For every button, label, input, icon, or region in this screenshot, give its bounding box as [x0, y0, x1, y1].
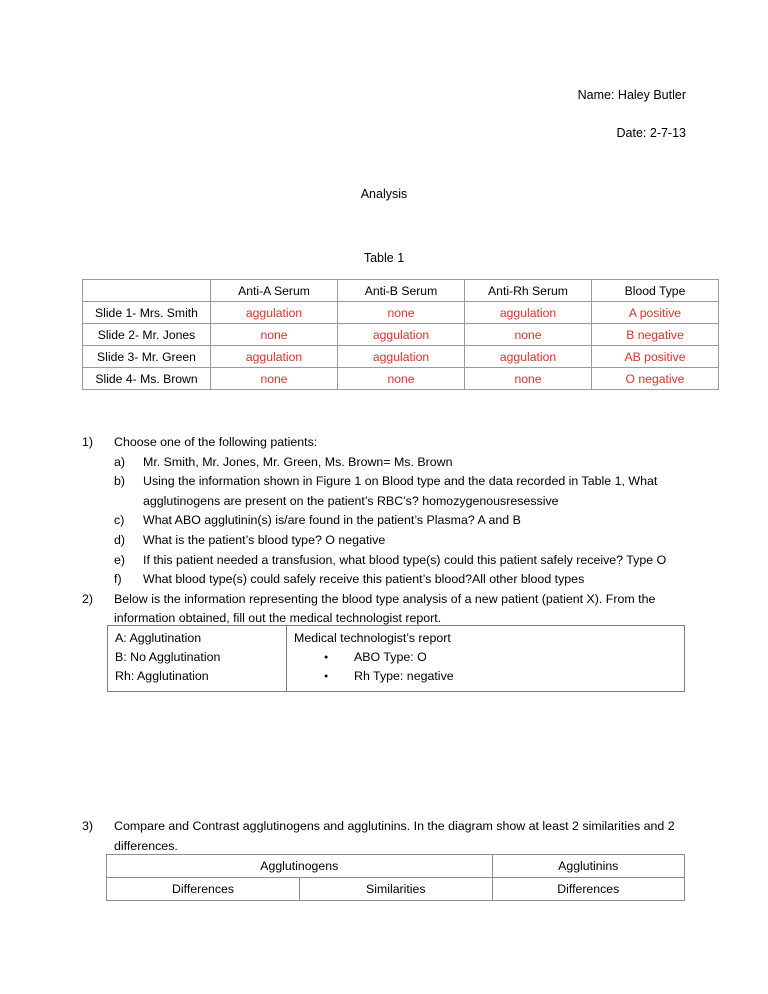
anti-a-result: none: [211, 368, 338, 390]
compare-cell-differences-left: Differences: [107, 878, 300, 901]
blood-type-results-table: [82, 279, 719, 390]
sub-item-e-marker: e): [114, 552, 126, 567]
table-row: [108, 626, 685, 692]
question-2: [82, 590, 686, 629]
anti-rh-result: none: [465, 324, 592, 346]
report-bullet-rh: ● Rh Type: negative: [324, 667, 678, 686]
blood-type-result: O negative: [592, 368, 719, 390]
anti-a-result: none: [211, 324, 338, 346]
table1-header-corner: [83, 280, 211, 302]
anti-b-result: aggulation: [338, 324, 465, 346]
table1-header-blood-type: Blood Type: [592, 280, 719, 302]
sub-item-d-text: What is the patient’s blood type? O negative: [143, 532, 386, 547]
table2-container: [107, 625, 685, 692]
sub-item-b-marker: b): [114, 474, 126, 489]
sub-item-f: [114, 570, 686, 590]
anti-rh-result: aggulation: [465, 302, 592, 324]
question-1-subitems: [114, 453, 686, 590]
student-name: Name: Haley Butler: [577, 88, 686, 102]
question-list: [82, 433, 686, 629]
anti-a-result: aggulation: [211, 346, 338, 368]
question-3-text: Compare and Contrast agglutinogens and agglutinins. In the diagram show at least 2 similarities and 2 differences.: [114, 819, 675, 853]
sub-item-c-marker: c): [114, 513, 125, 528]
table-header-row: [83, 280, 719, 302]
anti-a-result: aggulation: [211, 302, 338, 324]
question-3-marker: 3): [82, 819, 94, 833]
blood-type-result: B negative: [592, 324, 719, 346]
question-1-text: Choose one of the following patients:: [114, 435, 318, 449]
sub-item-b: [114, 472, 686, 511]
sub-item-c: [114, 511, 686, 531]
compare-cell-similarities: Similarities: [300, 878, 492, 901]
report-bullet-abo: ● ABO Type: O: [324, 648, 678, 667]
table-row: [107, 878, 685, 901]
anti-rh-result: none: [465, 368, 592, 390]
slide-label: Slide 1- Mrs. Smith: [83, 302, 211, 324]
sub-item-b-text: Using the information shown in Figure 1 on Blood type and the data recorded in Table 1, What agglutinogens are present on the patient’s RBC’s? homozygenousresessive: [143, 474, 658, 508]
table1-caption: Table 1: [363, 251, 405, 265]
slide-label: Slide 2- Mr. Jones: [83, 324, 211, 346]
table1-header-anti-b: Anti-B Serum: [338, 280, 465, 302]
question-2-marker: 2): [82, 591, 94, 606]
question-3: [82, 817, 686, 856]
blood-type-result: A positive: [592, 302, 719, 324]
report-bullet-list: [294, 648, 678, 686]
compare-cell-differences-right: Differences: [492, 878, 684, 901]
compare-header-agglutinins: Agglutinins: [492, 855, 684, 878]
table1-container: [82, 279, 685, 390]
slide-label: Slide 3- Mr. Green: [83, 346, 211, 368]
sub-item-c-text: What ABO agglutinin(s) is/are found in the patient’s Plasma? A and B: [143, 513, 521, 528]
sub-item-e-text: If this patient needed a transfusion, what blood type(s) could this patient safely receive? Type O: [143, 552, 667, 567]
sub-item-f-marker: f): [114, 572, 122, 587]
result-line-b: B: No Agglutination: [115, 649, 221, 664]
sub-item-f-text: What blood type(s) could safely receive this patient’s blood?All other blood types: [143, 572, 585, 587]
anti-rh-result: aggulation: [465, 346, 592, 368]
table1-header-anti-a: Anti-A Serum: [211, 280, 338, 302]
page-title: Analysis: [360, 187, 408, 201]
table-header-row: [107, 855, 685, 878]
blood-type-result: AB positive: [592, 346, 719, 368]
question-1-marker: 1): [82, 435, 94, 449]
table-row: [83, 302, 719, 324]
result-line-rh: Rh: Agglutination: [115, 668, 209, 683]
anti-b-result: none: [338, 302, 465, 324]
report-cell: [287, 626, 685, 692]
sub-item-a-text: Mr. Smith, Mr. Jones, Mr. Green, Ms. Brown= Ms. Brown: [143, 454, 453, 469]
report-title: Medical technologist’s report: [294, 631, 451, 645]
sub-item-d-marker: d): [114, 532, 126, 547]
table1-header-anti-rh: Anti-Rh Serum: [465, 280, 592, 302]
result-line-a: A: Agglutination: [115, 631, 202, 645]
table3-container: [106, 854, 685, 901]
medical-technologist-report-table: [107, 625, 685, 692]
slide-label: Slide 4- Ms. Brown: [83, 368, 211, 390]
sub-item-a-marker: a): [114, 454, 126, 469]
table-row: [83, 346, 719, 368]
anti-b-result: none: [338, 368, 465, 390]
sub-item-e: [114, 551, 686, 571]
document-date: Date: 2-7-13: [616, 126, 686, 140]
patient-x-results-cell: [108, 626, 287, 692]
table-row: [83, 324, 719, 346]
compare-header-agglutinogens: Agglutinogens: [107, 855, 493, 878]
document-header: [0, 88, 686, 141]
question-1: [82, 433, 686, 453]
sub-item-a: [114, 453, 686, 473]
question-2-text: Below is the information representing the blood type analysis of a new patient (patient X). From the information obtained, fill out the medical technologist report.: [114, 591, 656, 626]
anti-b-result: aggulation: [338, 346, 465, 368]
compare-contrast-table: [106, 854, 685, 901]
table-row: [83, 368, 719, 390]
sub-item-d: [114, 531, 686, 551]
